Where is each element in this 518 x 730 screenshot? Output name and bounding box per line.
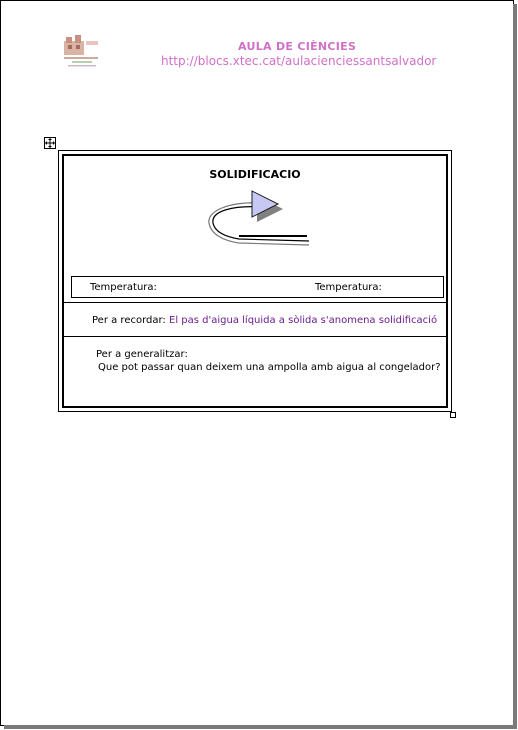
table-title: SOLIDIFICACIO [209, 168, 301, 181]
page-shadow-right [513, 4, 517, 728]
arrow-transition-icon [205, 185, 315, 251]
remember-text: El pas d'aigua líquida a sòlida s'anomena solidificació [169, 315, 438, 326]
row-divider [64, 336, 446, 337]
table-move-handle-icon[interactable] [44, 137, 56, 149]
remember-label: Per a recordar: [92, 315, 166, 326]
table-resize-handle[interactable] [450, 412, 456, 418]
temperature-left-label: Temperatura: [90, 282, 157, 293]
generalize-question: Que pot passar quan deixem una ampolla amb aigua al congelador? [98, 362, 441, 373]
page-shadow-bottom [4, 725, 517, 729]
temperature-right-label: Temperatura: [315, 282, 382, 293]
row-divider [64, 302, 446, 303]
generalize-label: Per a generalitzar: [96, 349, 188, 360]
remember-line [92, 315, 437, 326]
header-url[interactable]: http://blocs.xtec.cat/aulacienciessantsalvador [161, 54, 437, 68]
header-title: AULA DE CIÈNCIES [238, 40, 357, 53]
school-logo [62, 33, 102, 69]
